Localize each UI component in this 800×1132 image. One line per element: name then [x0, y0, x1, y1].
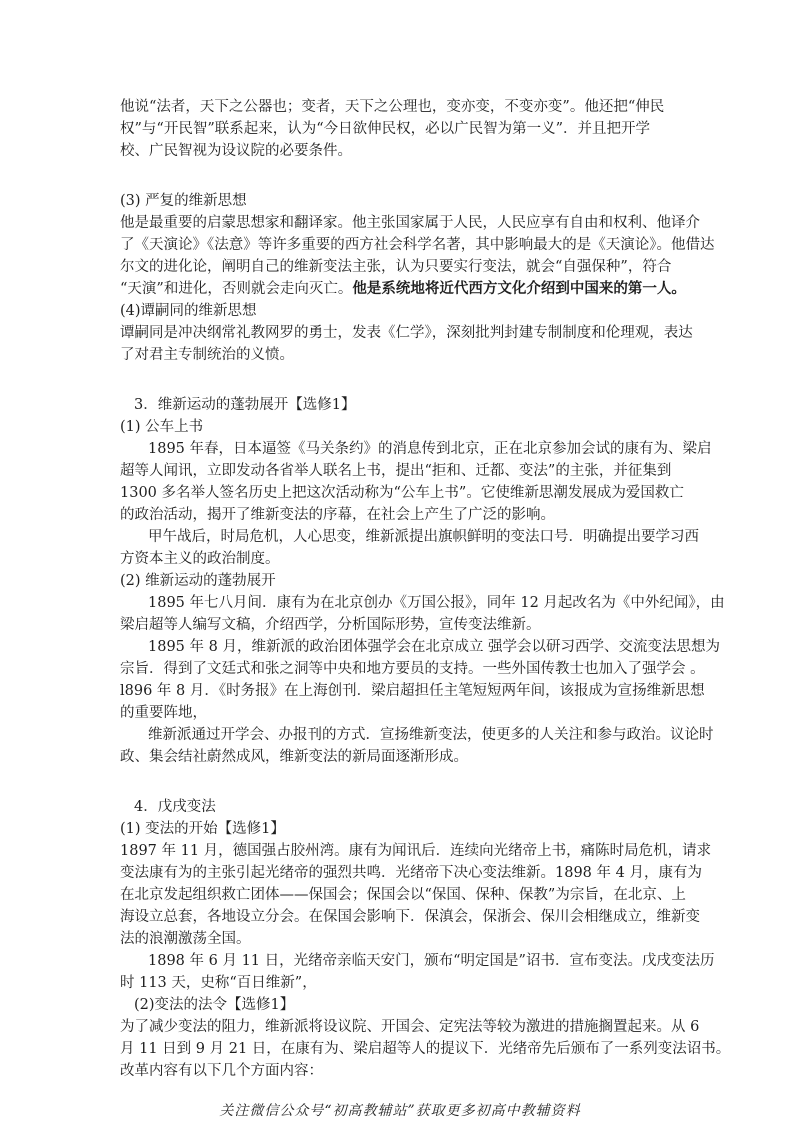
text-line: 校、广民智视为设议院的必要条件。 — [120, 143, 352, 159]
paragraph-weixinpai — [120, 724, 714, 768]
text-line: 宗旨．得到了文廷式和张之洞等中央和地方要员的支持。一些外国传教士也加入了强学会 。 — [120, 661, 705, 677]
paragraph-gongche — [120, 438, 712, 526]
paragraph-1897 — [120, 840, 712, 950]
text-line: 甲午战后，时局危机，人心思变，维新派提出旗帜鲜明的变法口号．明确提出要学习西 — [148, 529, 699, 545]
text-span: “天演”和进化，否则就会走向灭亡。 — [120, 281, 353, 297]
subheading-gongche: (1) 公车上书 — [120, 419, 204, 435]
text-line: 改革内容有以下几个方面内容： — [120, 1063, 323, 1079]
paragraph-1898 — [120, 950, 715, 994]
text-line: 在北京发起组织救亡团体——保国会；保国会以“保国、保种、保教”为宗旨，在北京、上 — [120, 887, 686, 903]
subheading-weixin-zhankai: (2) 维新运动的蓬勃展开 — [120, 573, 276, 589]
text-line: 1898 年 6 月 11 日，光绪帝亲临天安门，颁布“明定国是”诏书．宣布变法。戊戌变法历 — [148, 953, 715, 969]
text-line: 了对君主专制统治的义愤。 — [120, 347, 294, 363]
text-line: 维新派通过开学会、办报刊的方式．宣扬维新变法，使更多的人关注和参与政治。议论时 — [148, 727, 714, 743]
text-line: 他是最重要的启蒙思想家和翻译家。他主张国家属于人民，人民应享有自由和权利、他译介 — [120, 215, 700, 231]
text-line: 的政治活动，揭开了维新变法的序幕，在社会上产生了广泛的影响。 — [120, 507, 555, 523]
footer-watermark: 关注微信公众号“初高教辅站”获取更多初高中教辅资料 — [219, 1103, 581, 1119]
text-line: 1895 年 8 月，维新派的政治团体强学会在北京成立 强学会以研习西学、交流变法思想为 — [148, 639, 721, 655]
text-line: l896 年 8 月．《时务报》在上海创刊．梁启超担任主笔短短两年间，该报成为宣扬维新思想 — [120, 683, 705, 699]
paragraph-faling — [120, 1016, 731, 1082]
paragraph-yanfu — [120, 212, 715, 300]
text-line: 超等人闻讯，立即发动各省举人联名上书，提出“拒和、迁都、变法”的主张，并征集到 — [120, 463, 672, 479]
paragraph-1896 — [120, 680, 705, 724]
paragraph-liang-qichao — [120, 96, 690, 162]
paragraph-jiawu — [120, 526, 699, 570]
text-line: 他说“法者，天下之公器也；变者，天下之公理也，变亦变，不变亦变”。他还把“伸民 — [120, 99, 665, 115]
text-line: 方资本主义的政治制度。 — [120, 551, 280, 567]
text-line: 法的浪潮激荡全国。 — [120, 931, 251, 947]
document-page — [120, 96, 731, 1082]
text-line: 政、集会结社蔚然成风，维新变法的新局面逐渐形成。 — [120, 749, 468, 765]
text-line: 尔文的进化论，阐明自己的维新变法主张，认为只要实行变法，就会“自强保种”，符合 — [120, 259, 672, 275]
text-line: 1897 年 11 月，德国强占胶州湾。康有为闻讯后．连续向光绪帝上书，痛陈时局危机，请求 — [120, 843, 712, 859]
text-line: 海设立总套，各地设立分会。在保国会影响下．保滇会，保浙会、保川会相继成立，维新变 — [120, 909, 700, 925]
text-line: 变法康有为的主张引起光绪帝的强烈共鸣．光绪帝下决心变法维新。1898 年 4 月，康有为 — [120, 865, 702, 881]
text-line: 月 11 日到 9 月 21 日，在康有为、梁启超等人的提议下．光绪帝先后颁布了一系列变法诏书。 — [120, 1041, 731, 1057]
text-line: 为了减少变法的阻力，维新派将设议院、开国会、定宪法等较为激进的措施搁置起来。从 6 — [120, 1019, 700, 1035]
paragraph-1895-july — [120, 592, 725, 636]
text-line: 1300 多名举人签名历史上把这次活动称为“公车上书”。它使维新思潮发展成为爱国救亡 — [120, 485, 684, 501]
subheading-bianfa-kaishi: (1) 变法的开始【选修1】 — [120, 821, 285, 837]
bold-statement: 他是系统地将近代西方文化介绍到中国来的第一人。 — [352, 280, 686, 297]
text-line — [120, 278, 690, 300]
text-line: 1895 年七八月间．康有为在北京创办《万国公报》，同年 12 月起改名为《中外纪闻》，由 — [148, 595, 725, 611]
text-line: 的重要阵地， — [120, 705, 207, 721]
text-line: 时 113 天，史称“百日维新”， — [120, 975, 317, 991]
heading-tan-sitong: (4)谭嗣同的维新思想 — [120, 303, 257, 319]
text-line: 1895 年春，日本逼签《马关条约》的消息传到北京，正在北京参加会试的康有为、梁启 — [148, 441, 712, 457]
text-line: 了《天演论》《法意》等许多重要的西方社会科学名著，其中影响最大的是《天演论》。他借达 — [120, 237, 715, 253]
section-heading-3: 3．维新运动的蓬勃展开【选修1】 — [134, 397, 356, 413]
paragraph-1895-august — [120, 636, 721, 680]
heading-yanfu: (3) 严复的维新思想 — [120, 193, 247, 209]
text-line: 权”与“开民智”联系起来，认为“今日欲伸民权，必以广民智为第一义”．并且把开学 — [120, 121, 651, 137]
text-line: 梁启超等人编写文稿，介绍西学，分析国际形势，宣传变法维新。 — [120, 617, 541, 633]
subheading-bianfa-faling: (2)变法的法令【选修1】 — [134, 997, 295, 1013]
paragraph-tan-sitong — [120, 322, 693, 366]
section-heading-4: 4．戊戌变法 — [134, 799, 216, 815]
text-line: 谭嗣同是冲决纲常礼教网罗的勇士，发表《仁学》，深刻批判封建专制制度和伦理观，表达 — [120, 325, 693, 341]
